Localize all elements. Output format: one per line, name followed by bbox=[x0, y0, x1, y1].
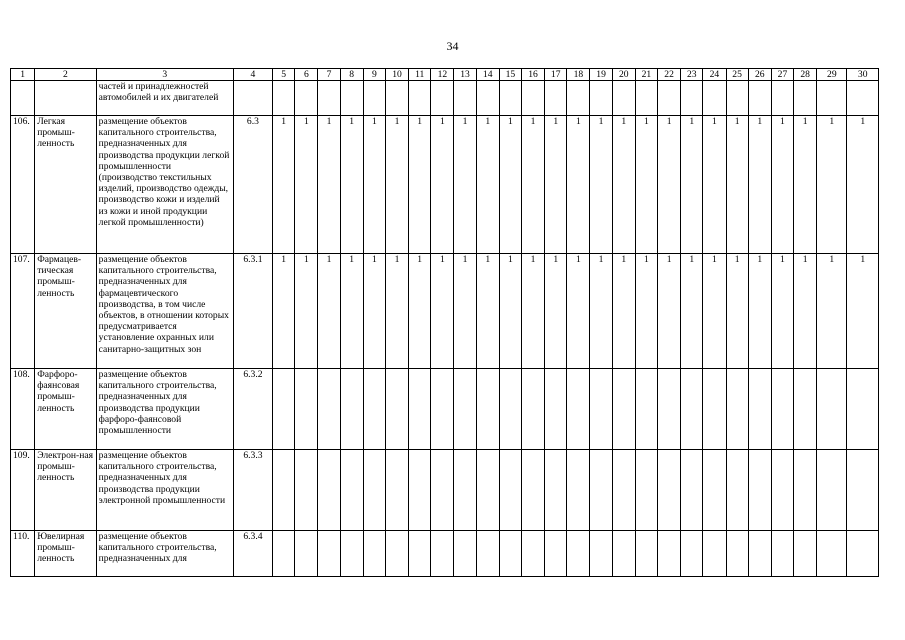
zone-cell: 1 bbox=[771, 254, 793, 369]
zone-cell bbox=[567, 81, 590, 116]
zone-cell: 1 bbox=[431, 254, 454, 369]
zone-cell bbox=[363, 81, 385, 116]
zone-cell bbox=[454, 450, 476, 531]
zone-cell bbox=[794, 81, 817, 116]
zone-cell bbox=[748, 81, 771, 116]
zone-cell: 1 bbox=[748, 116, 771, 254]
page-number: 34 bbox=[446, 39, 459, 53]
zone-cell bbox=[409, 369, 431, 450]
zone-cell bbox=[703, 531, 726, 577]
column-number-header: 8 bbox=[340, 69, 363, 81]
zone-cell bbox=[476, 81, 499, 116]
zone-cell: 1 bbox=[273, 116, 295, 254]
zone-cell: 1 bbox=[612, 116, 635, 254]
zone-cell bbox=[295, 450, 318, 531]
zone-cell bbox=[681, 450, 703, 531]
zone-cell bbox=[817, 81, 847, 116]
zone-cell: 1 bbox=[703, 116, 726, 254]
zone-cell bbox=[635, 81, 657, 116]
use-type-description: размещение объектов капитального строительства, предназначенных для фармацевтического производства, в том числе объектов, в отношении которых предусматривается установление охранных или санитарно-защитных зон bbox=[96, 254, 233, 369]
column-number-header: 29 bbox=[817, 69, 847, 81]
column-number-header: 28 bbox=[794, 69, 817, 81]
zone-cell: 1 bbox=[635, 254, 657, 369]
zone-cell bbox=[545, 450, 567, 531]
zone-cell bbox=[499, 531, 521, 577]
column-number-header: 5 bbox=[273, 69, 295, 81]
zone-cell: 1 bbox=[340, 254, 363, 369]
zone-cell bbox=[748, 450, 771, 531]
table-header-row bbox=[11, 69, 879, 81]
column-number-header: 20 bbox=[612, 69, 635, 81]
table-row bbox=[11, 116, 879, 254]
zone-cell bbox=[567, 450, 590, 531]
zone-cell: 1 bbox=[817, 116, 847, 254]
zone-cell bbox=[635, 369, 657, 450]
zone-cell: 1 bbox=[658, 254, 681, 369]
zone-cell bbox=[318, 450, 340, 531]
zone-cell bbox=[545, 531, 567, 577]
column-number-header: 10 bbox=[385, 69, 408, 81]
zone-cell: 1 bbox=[318, 254, 340, 369]
zone-cell bbox=[340, 81, 363, 116]
zone-cell: 1 bbox=[295, 116, 318, 254]
column-number-header: 24 bbox=[703, 69, 726, 81]
zone-cell bbox=[363, 531, 385, 577]
use-type-description: частей и принадлежностей автомобилей и их двигателей bbox=[96, 81, 233, 116]
column-number-header: 4 bbox=[233, 69, 272, 81]
zone-cell bbox=[726, 531, 748, 577]
zone-cell bbox=[817, 531, 847, 577]
zone-cell: 1 bbox=[295, 254, 318, 369]
zone-cell: 1 bbox=[363, 116, 385, 254]
use-type-description: размещение объектов капитального строительства, предназначенных для bbox=[96, 531, 233, 577]
zone-cell: 1 bbox=[363, 254, 385, 369]
zone-cell: 1 bbox=[794, 116, 817, 254]
zone-cell bbox=[454, 531, 476, 577]
column-number-header: 15 bbox=[499, 69, 521, 81]
zone-cell: 1 bbox=[748, 254, 771, 369]
column-number-header: 27 bbox=[771, 69, 793, 81]
zone-cell bbox=[409, 81, 431, 116]
zone-cell bbox=[318, 531, 340, 577]
zone-cell bbox=[295, 81, 318, 116]
column-number-header: 1 bbox=[11, 69, 35, 81]
use-type-code: 6.3.4 bbox=[233, 531, 272, 577]
zone-cell bbox=[295, 369, 318, 450]
table-row bbox=[11, 254, 879, 369]
zone-cell bbox=[363, 369, 385, 450]
use-type-description: размещение объектов капитального строительства, предназначенных для производства продукции электронной промышленности bbox=[96, 450, 233, 531]
zone-cell bbox=[431, 450, 454, 531]
zone-cell bbox=[703, 81, 726, 116]
zone-cell: 1 bbox=[794, 254, 817, 369]
zone-cell bbox=[590, 81, 612, 116]
zone-cell bbox=[340, 369, 363, 450]
use-type-code: 6.3 bbox=[233, 116, 272, 254]
zone-cell bbox=[476, 450, 499, 531]
zone-cell bbox=[590, 369, 612, 450]
use-type-name: Фарфоро-фаянсовая промыш-ленность bbox=[35, 369, 96, 450]
zone-cell bbox=[521, 450, 544, 531]
column-number-header: 9 bbox=[363, 69, 385, 81]
use-type-code: 6.3.2 bbox=[233, 369, 272, 450]
zone-cell: 1 bbox=[612, 254, 635, 369]
zone-cell bbox=[431, 369, 454, 450]
use-type-name: Легкая промыш-ленность bbox=[35, 116, 96, 254]
zone-cell bbox=[726, 81, 748, 116]
use-type-code: 6.3.1 bbox=[233, 254, 272, 369]
zone-cell bbox=[318, 81, 340, 116]
zone-cell bbox=[273, 450, 295, 531]
zone-cell bbox=[476, 369, 499, 450]
zone-cell: 1 bbox=[273, 254, 295, 369]
column-number-header: 2 bbox=[35, 69, 96, 81]
zone-cell: 1 bbox=[590, 116, 612, 254]
zone-cell bbox=[847, 369, 879, 450]
zone-cell bbox=[794, 531, 817, 577]
zone-cell bbox=[612, 531, 635, 577]
zone-cell bbox=[681, 369, 703, 450]
zone-cell: 1 bbox=[409, 254, 431, 369]
row-number: 107. bbox=[11, 254, 35, 369]
use-type-code: 6.3.3 bbox=[233, 450, 272, 531]
zone-cell: 1 bbox=[385, 254, 408, 369]
zone-cell bbox=[340, 531, 363, 577]
column-number-header: 23 bbox=[681, 69, 703, 81]
column-number-header: 19 bbox=[590, 69, 612, 81]
zone-cell bbox=[771, 81, 793, 116]
zone-cell bbox=[340, 450, 363, 531]
column-number-header: 18 bbox=[567, 69, 590, 81]
use-type-code bbox=[233, 81, 272, 116]
table-row bbox=[11, 369, 879, 450]
zone-cell bbox=[794, 450, 817, 531]
table-row bbox=[11, 450, 879, 531]
zone-cell bbox=[273, 531, 295, 577]
zone-cell bbox=[794, 369, 817, 450]
zone-cell bbox=[409, 531, 431, 577]
use-type-name bbox=[35, 81, 96, 116]
zone-cell bbox=[612, 450, 635, 531]
zoning-table bbox=[10, 68, 879, 577]
zone-cell: 1 bbox=[658, 116, 681, 254]
column-number-header: 16 bbox=[521, 69, 544, 81]
zone-cell bbox=[454, 81, 476, 116]
zone-cell: 1 bbox=[567, 116, 590, 254]
zone-cell: 1 bbox=[635, 116, 657, 254]
column-number-header: 13 bbox=[454, 69, 476, 81]
zone-cell: 1 bbox=[340, 116, 363, 254]
zone-cell bbox=[273, 81, 295, 116]
use-type-description: размещение объектов капитального строительства, предназначенных для производства продукции легкой промышленности (производство текстильных изделий, производство одежды, производство кожи и изделий из кожи и иной продукции легкой промышленности) bbox=[96, 116, 233, 254]
zone-cell bbox=[658, 81, 681, 116]
zone-cell bbox=[817, 369, 847, 450]
column-number-header: 3 bbox=[96, 69, 233, 81]
row-number: 110. bbox=[11, 531, 35, 577]
zone-cell bbox=[499, 450, 521, 531]
zone-cell bbox=[748, 369, 771, 450]
zone-cell: 1 bbox=[521, 254, 544, 369]
use-type-name: Ювелирная промыш-ленность bbox=[35, 531, 96, 577]
zone-cell: 1 bbox=[409, 116, 431, 254]
zone-cell bbox=[385, 369, 408, 450]
zone-cell bbox=[385, 531, 408, 577]
zone-cell bbox=[273, 369, 295, 450]
zone-cell: 1 bbox=[726, 254, 748, 369]
zone-cell: 1 bbox=[499, 254, 521, 369]
zone-cell bbox=[295, 531, 318, 577]
zone-cell bbox=[847, 450, 879, 531]
column-number-header: 25 bbox=[726, 69, 748, 81]
zone-cell: 1 bbox=[703, 254, 726, 369]
zone-cell bbox=[409, 450, 431, 531]
column-number-header: 30 bbox=[847, 69, 879, 81]
zone-cell bbox=[590, 531, 612, 577]
column-number-header: 14 bbox=[476, 69, 499, 81]
zone-cell: 1 bbox=[318, 116, 340, 254]
zone-cell bbox=[658, 369, 681, 450]
zone-cell bbox=[590, 450, 612, 531]
column-number-header: 26 bbox=[748, 69, 771, 81]
zone-cell bbox=[363, 450, 385, 531]
zone-cell: 1 bbox=[454, 116, 476, 254]
zone-cell bbox=[635, 531, 657, 577]
zone-cell: 1 bbox=[726, 116, 748, 254]
zone-cell bbox=[521, 369, 544, 450]
zone-cell bbox=[431, 531, 454, 577]
use-type-description: размещение объектов капитального строительства, предназначенных для производства продукции фарфоро-фаянсовой промышленности bbox=[96, 369, 233, 450]
zone-cell bbox=[771, 531, 793, 577]
zone-cell: 1 bbox=[771, 116, 793, 254]
zone-cell bbox=[817, 450, 847, 531]
zone-cell: 1 bbox=[499, 116, 521, 254]
zone-cell bbox=[499, 81, 521, 116]
zone-cell: 1 bbox=[545, 116, 567, 254]
zone-cell bbox=[454, 369, 476, 450]
zone-cell bbox=[771, 450, 793, 531]
zone-cell bbox=[703, 450, 726, 531]
zone-cell: 1 bbox=[385, 116, 408, 254]
zone-cell: 1 bbox=[847, 116, 879, 254]
use-type-name: Фармацев-тическая промыш-ленность bbox=[35, 254, 96, 369]
use-type-name: Электрон-ная промыш-ленность bbox=[35, 450, 96, 531]
row-number: 106. bbox=[11, 116, 35, 254]
zone-cell bbox=[521, 531, 544, 577]
row-number bbox=[11, 81, 35, 116]
zone-cell bbox=[847, 81, 879, 116]
zone-cell bbox=[726, 369, 748, 450]
zone-cell: 1 bbox=[567, 254, 590, 369]
zone-cell bbox=[726, 450, 748, 531]
zone-cell: 1 bbox=[476, 254, 499, 369]
zone-cell: 1 bbox=[590, 254, 612, 369]
zone-cell bbox=[771, 369, 793, 450]
zone-cell bbox=[681, 81, 703, 116]
zone-cell: 1 bbox=[476, 116, 499, 254]
zone-cell: 1 bbox=[545, 254, 567, 369]
zone-cell bbox=[499, 369, 521, 450]
zone-cell bbox=[545, 369, 567, 450]
row-number: 108. bbox=[11, 369, 35, 450]
zone-cell bbox=[658, 450, 681, 531]
column-number-header: 11 bbox=[409, 69, 431, 81]
zone-cell bbox=[476, 531, 499, 577]
column-number-header: 7 bbox=[318, 69, 340, 81]
table-row bbox=[11, 81, 879, 116]
zone-cell bbox=[521, 81, 544, 116]
zone-cell: 1 bbox=[521, 116, 544, 254]
zone-cell bbox=[658, 531, 681, 577]
column-number-header: 21 bbox=[635, 69, 657, 81]
zone-cell: 1 bbox=[431, 116, 454, 254]
zone-cell bbox=[612, 81, 635, 116]
column-number-header: 22 bbox=[658, 69, 681, 81]
zone-cell bbox=[431, 81, 454, 116]
zone-cell: 1 bbox=[817, 254, 847, 369]
zone-cell: 1 bbox=[681, 254, 703, 369]
zone-cell bbox=[318, 369, 340, 450]
column-number-header: 17 bbox=[545, 69, 567, 81]
zone-cell: 1 bbox=[847, 254, 879, 369]
zone-cell bbox=[567, 369, 590, 450]
zone-cell bbox=[847, 531, 879, 577]
zone-cell: 1 bbox=[454, 254, 476, 369]
zone-cell bbox=[612, 369, 635, 450]
zone-cell bbox=[703, 369, 726, 450]
zone-cell bbox=[681, 531, 703, 577]
zone-cell: 1 bbox=[681, 116, 703, 254]
zone-cell bbox=[385, 81, 408, 116]
zone-cell bbox=[385, 450, 408, 531]
row-number: 109. bbox=[11, 450, 35, 531]
zone-cell bbox=[567, 531, 590, 577]
zone-cell bbox=[748, 531, 771, 577]
table-row bbox=[11, 531, 879, 577]
zone-cell bbox=[635, 450, 657, 531]
column-number-header: 6 bbox=[295, 69, 318, 81]
zone-cell bbox=[545, 81, 567, 116]
column-number-header: 12 bbox=[431, 69, 454, 81]
